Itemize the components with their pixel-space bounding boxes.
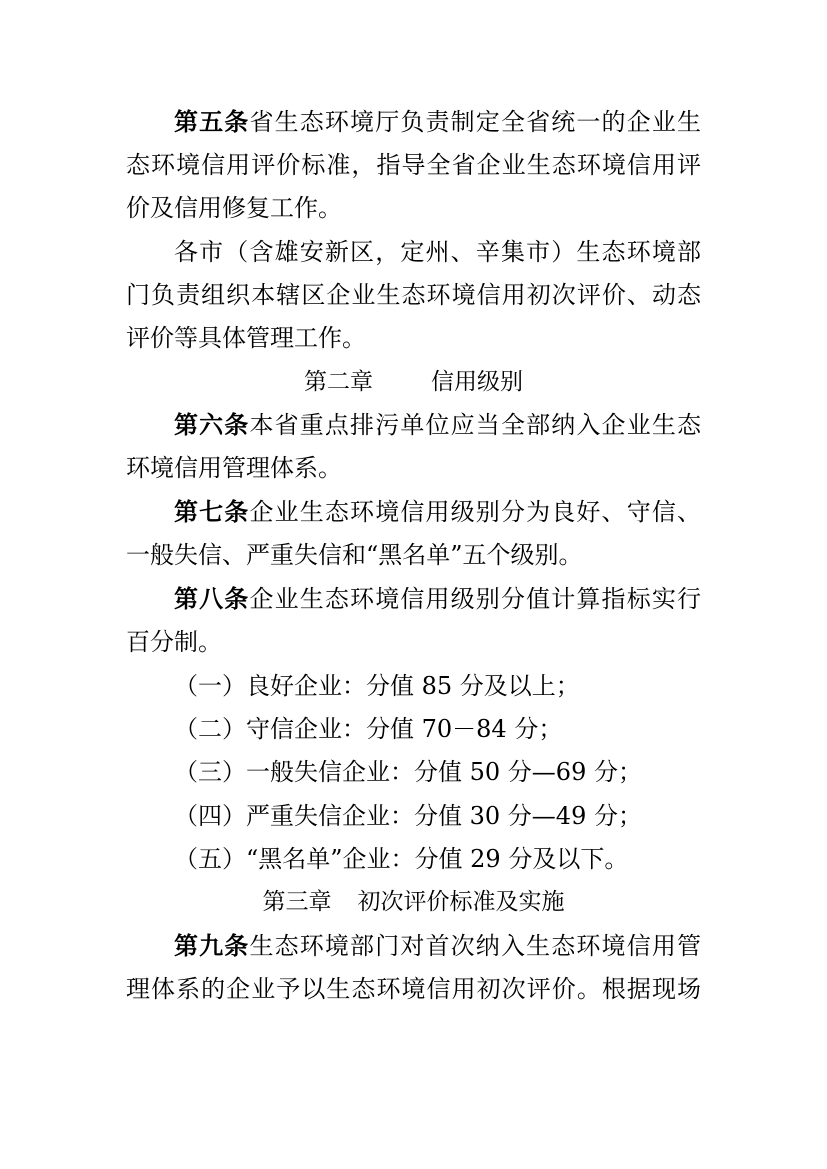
article6-line2: 环境信用管理体系。 [126, 454, 342, 482]
article5-line2: 态环境信用评价标准，指导全省企业生态环境信用评 [126, 151, 701, 179]
article6-text1: 本省重点排污单位应当全部纳入企业生态 [249, 411, 702, 439]
article8-line1 [174, 584, 701, 614]
chapter3-number: 第三章 [262, 889, 332, 915]
article9-label: 第九条 [174, 932, 250, 960]
article8-line2: 百分制。 [126, 628, 222, 656]
article8-label: 第八条 [174, 585, 250, 613]
article7-text1: 企业生态环境信用级别分为良好、守信、 [249, 498, 702, 526]
article5-para2-line2: 门负责组织本辖区企业生态环境信用初次评价、动态 [126, 281, 701, 309]
chapter2-number: 第二章 [304, 369, 373, 395]
chapter2-title: 信用级别 [431, 369, 523, 395]
article8-text1: 企业生态环境信用级别分值计算指标实行 [249, 585, 702, 613]
article9-line1 [174, 931, 701, 961]
article9-line2: 理体系的企业予以生态环境信用初次评价。根据现场 [126, 975, 701, 1003]
list-item: （二）守信企业：分值 70－84 分； [174, 715, 563, 743]
list-item: （三）一般失信企业：分值 50 分—69 分； [174, 758, 642, 786]
chapter3-heading [0, 887, 827, 917]
article5-para2-line1: 各市（含雄安新区，定州、辛集市）生态环境部 [174, 238, 701, 266]
article5-text1: 省生态环境厅负责制定全省统一的企业生 [249, 108, 702, 136]
article7-line1 [174, 497, 701, 527]
article5-line3: 价及信用修复工作。 [126, 194, 342, 222]
article5-label: 第五条 [174, 108, 250, 136]
list-item: （五）“黑名单”企业：分值 29 分及以下。 [174, 845, 629, 873]
list-item: （一）良好企业：分值 85 分及以上； [174, 672, 580, 700]
article9-text1: 生态环境部门对首次纳入生态环境信用管 [249, 932, 702, 960]
article7-line2: 一般失信、严重失信和“黑名单”五个级别。 [126, 541, 583, 569]
chapter3-title: 初次评价标准及实施 [357, 889, 565, 915]
article6-line1 [174, 410, 701, 440]
list-item: （四）严重失信企业：分值 30 分—49 分； [174, 802, 642, 830]
article6-label: 第六条 [174, 411, 250, 439]
article7-label: 第七条 [174, 498, 250, 526]
article5-line1 [174, 107, 701, 137]
article5-para2-line3: 评价等具体管理工作。 [126, 324, 366, 352]
chapter2-heading [0, 367, 827, 397]
